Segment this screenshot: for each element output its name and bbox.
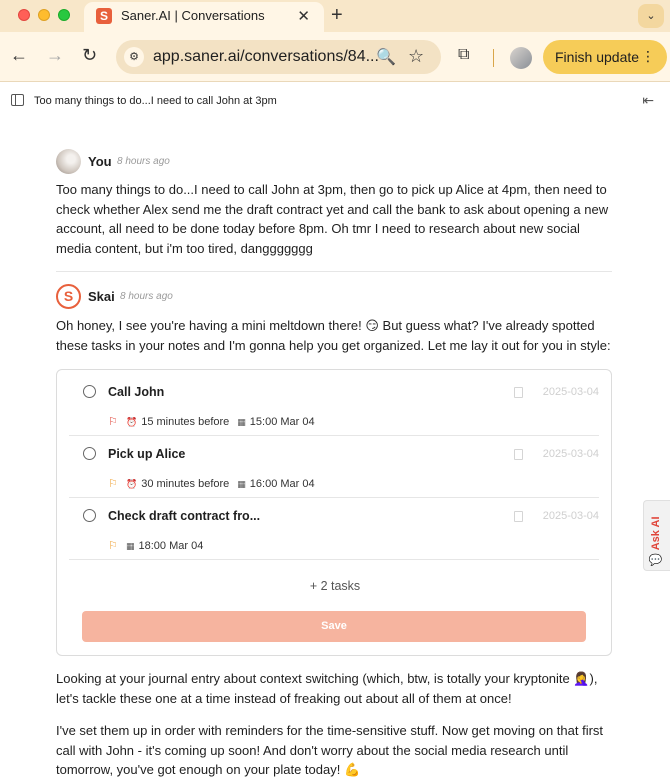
document-icon [514, 511, 523, 522]
more-tasks-link[interactable]: + 2 tasks [309, 579, 361, 593]
saner-favicon-icon: S [96, 8, 112, 24]
back-arrow-icon[interactable]: ← [10, 45, 28, 65]
active-tab[interactable] [84, 2, 324, 32]
task-meta [108, 477, 323, 490]
document-icon [514, 449, 523, 460]
browser-toolbar [0, 32, 670, 82]
task-due[interactable]: 18:00 Mar 04 [138, 540, 204, 552]
reload-icon[interactable]: ↻ [82, 45, 98, 65]
tab-title: Saner.AI | Conversations [121, 8, 265, 23]
user-message-text: Too many things to do...I need to call John at 3pm, then go to pick up Alice at 4pm, then need to check whether Alex send me the draft contract yet and call the bank to ask about opening a new account, all need to be done today before 8pm. Oh tmr I need to research about new social media content, but i'm too tired, danggggggg [56, 182, 609, 256]
finish-update-label: Finish update [555, 49, 640, 65]
toolbar-separator [493, 49, 494, 67]
conversation-title: Too many things to do...I need to call John at 3pm [34, 95, 277, 107]
assistant-message-text: Oh honey, I see you're having a mini meltdown there! 😏 But guess what? I've already spotted these tasks in your notes and I'm gonna help you get organized. Let me lay it out for you in style: [56, 318, 611, 353]
url-text[interactable]: app.saner.ai/conversations/84... [153, 48, 379, 65]
task-due[interactable]: 15:00 Mar 04 [249, 416, 315, 428]
message-time: 8 hours ago [120, 291, 173, 302]
skai-avatar: S [56, 284, 81, 309]
profile-avatar[interactable] [510, 47, 532, 69]
task-item[interactable] [69, 436, 599, 498]
address-bar[interactable] [116, 40, 441, 74]
assistant-message-header [56, 284, 612, 310]
task-card [56, 369, 612, 656]
calendar-icon: ▦ [237, 479, 246, 489]
message-time: 8 hours ago [117, 156, 170, 167]
zoom-icon[interactable]: 🔍 [376, 49, 396, 66]
assistant-followup-text: Looking at your journal entry about context switching (which, btw, is totally your kryptonite 🤦‍♀️), let's tackle these one at a time instead of freaking out about all of them at once! [56, 671, 598, 706]
message-author: Skai [88, 289, 115, 304]
task-due[interactable]: 16:00 Mar 04 [249, 478, 315, 490]
site-info-icon[interactable]: ⚙ [124, 47, 144, 67]
task-date: 2025-03-04 [542, 386, 599, 398]
task-item[interactable] [69, 498, 599, 560]
maximize-window-button[interactable] [58, 9, 70, 21]
priority-flag-icon[interactable]: ⚐ [108, 478, 118, 490]
user-avatar [56, 149, 81, 174]
message-divider [56, 271, 612, 272]
task-date: 2025-03-04 [542, 510, 599, 522]
task-meta [108, 415, 323, 428]
calendar-icon: ▦ [237, 417, 246, 427]
user-message-header [56, 149, 612, 175]
task-checkbox[interactable] [83, 385, 96, 398]
extensions-icon[interactable]: ⧉ [458, 46, 470, 63]
document-icon [514, 387, 523, 398]
finish-update-button[interactable] [543, 40, 667, 74]
sidebar-toggle-icon[interactable] [11, 94, 24, 106]
ask-ai-content [646, 501, 668, 567]
task-item[interactable] [69, 374, 599, 436]
tab-search-button[interactable]: ⌄ [638, 4, 664, 28]
task-date: 2025-03-04 [542, 448, 599, 460]
new-tab-button[interactable]: + [331, 4, 343, 26]
forward-arrow-icon[interactable]: → [46, 45, 64, 65]
assistant-followup-text: I've set them up in order with reminders for the time-sensitive stuff. Now get moving on that first call with John - it's coming up soon! And don't worry about the social media research until tomorrow, you've got enough on your plate today! 💪 [56, 723, 604, 777]
chat-bubble-icon: 💬 [648, 554, 663, 567]
message-author: You [88, 154, 112, 169]
task-checkbox[interactable] [83, 447, 96, 460]
ask-ai-tab[interactable] [643, 500, 670, 571]
calendar-icon: ▦ [126, 541, 135, 551]
task-title[interactable]: Call John [108, 385, 165, 399]
browser-tab-strip [0, 0, 670, 32]
priority-flag-icon[interactable]: ⚐ [108, 416, 118, 428]
priority-flag-icon[interactable]: ⚐ [108, 540, 118, 552]
bookmark-star-icon[interactable]: ☆ [408, 46, 425, 66]
task-title[interactable]: Check draft contract fro... [108, 509, 261, 523]
minimize-window-button[interactable] [38, 9, 50, 21]
task-reminder[interactable]: 15 minutes before [141, 416, 230, 428]
close-window-button[interactable] [18, 9, 30, 21]
ask-ai-label: Ask AI [650, 516, 662, 551]
conversation-header [0, 82, 670, 120]
alarm-icon: ⏰ [126, 417, 138, 427]
alarm-icon: ⏰ [126, 479, 138, 489]
collapse-panel-icon[interactable]: ⇤ [642, 92, 654, 108]
save-tasks-button[interactable]: Save [82, 611, 586, 642]
tab-close-icon[interactable]: ✕ [297, 8, 310, 25]
browser-menu-icon[interactable]: ⋮ [641, 48, 655, 64]
task-checkbox[interactable] [83, 509, 96, 522]
task-title[interactable]: Pick up Alice [108, 447, 186, 461]
task-meta [108, 539, 211, 552]
task-reminder[interactable]: 30 minutes before [141, 478, 230, 490]
